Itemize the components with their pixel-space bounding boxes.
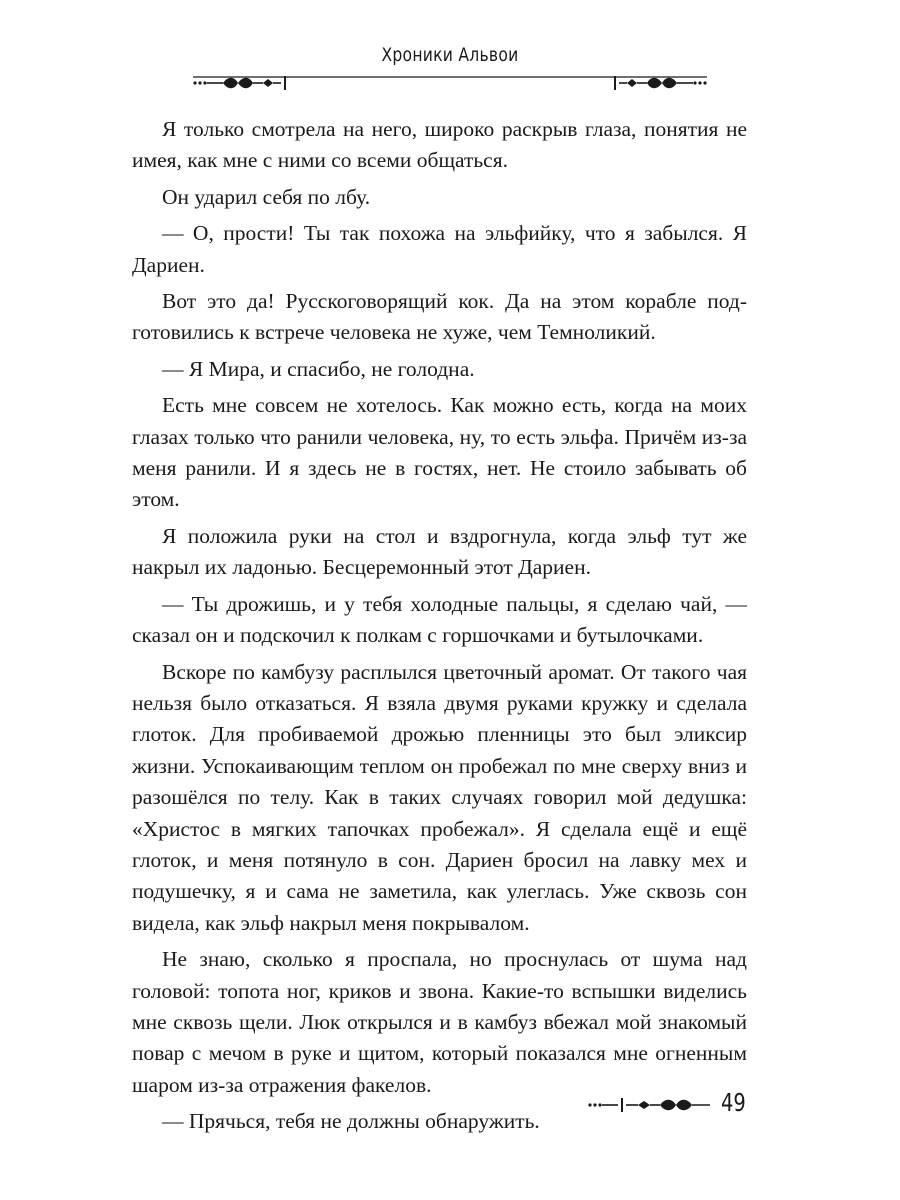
paragraph: — Я Мира, и спасибо, не голодна. [162, 356, 475, 381]
paragraph: Не знаю, сколько я проспала, но проснулась от шума над головой: топота ног, криков и звона. Какие-то вспышки виделись мне сквозь щели. Люк открылся и в камбуз вбежал мой знакомый повар с мечом в руке и щитом, который показался мне огненным шаром из-за отражения факелов. [132, 947, 747, 1097]
running-head-title: Хроники Альвои [381, 44, 519, 66]
paragraph: Вскоре по камбузу расплылся цветочный аромат. От такого чая нельзя было отказаться. Я взяла двумя руками кружку и сделала глоток. Для пробиваемой дрожью пленницы это был эликсир жизни. Успокаивающим теплом он пробежал по мне сверху вниз и разошёлся по телу. Как в таких случаях говорил мой дедушка: «Христос в мягких тапочках пробежал». Я сделала ещё и ещё глоток, и меня потянуло в сон. Дариен бросил на лавку мех и подушечку, я и сама не заметила, как улеглась. Уже сквозь сон видела, как эльф накрыл меня покрывалом. [132, 659, 747, 935]
paragraph: Он ударил себя по лбу. [162, 184, 371, 209]
paragraph: — Прячься, тебя не должны обнаружить. [162, 1109, 540, 1134]
paragraph: Я только смотрела на него, широко раскрыв глаза, понятия не имея, как мне с ними со всеми общаться. [132, 117, 747, 173]
paragraph: — О, прости! Ты так похожа на эльфийку, что я забылся. Я Дариен. [132, 221, 747, 277]
paragraph: Я положила руки на стол и вздрогнула, когда эльф тут же накрыл их ладонью. Бесцеремонный этот Дариен. [132, 523, 747, 580]
header-divider-icon [193, 63, 707, 97]
page-number: 49 [721, 1088, 746, 1117]
paragraph: — Ты дрожишь, и у тебя холодные пальцы, я сделаю чай, — сказал он и подскочил к полкам с горшочками и бутылочками. [132, 591, 747, 648]
paragraph: Вот это да! Русскоговорящий кок. Да на этом корабле подготовились к встрече человека не хуже, чем Темноликий. [132, 289, 747, 345]
paragraph: Есть мне совсем не хотелось. Как можно есть, когда на моих глазах только что ранили человека, ну, то есть эльфа. Причём из-за меня ранили. И я здесь не в гостях, нет. Не стоило забывать об этом. [132, 393, 747, 512]
footer-flourish-icon [588, 1092, 712, 1118]
body-text [132, 114, 747, 1138]
